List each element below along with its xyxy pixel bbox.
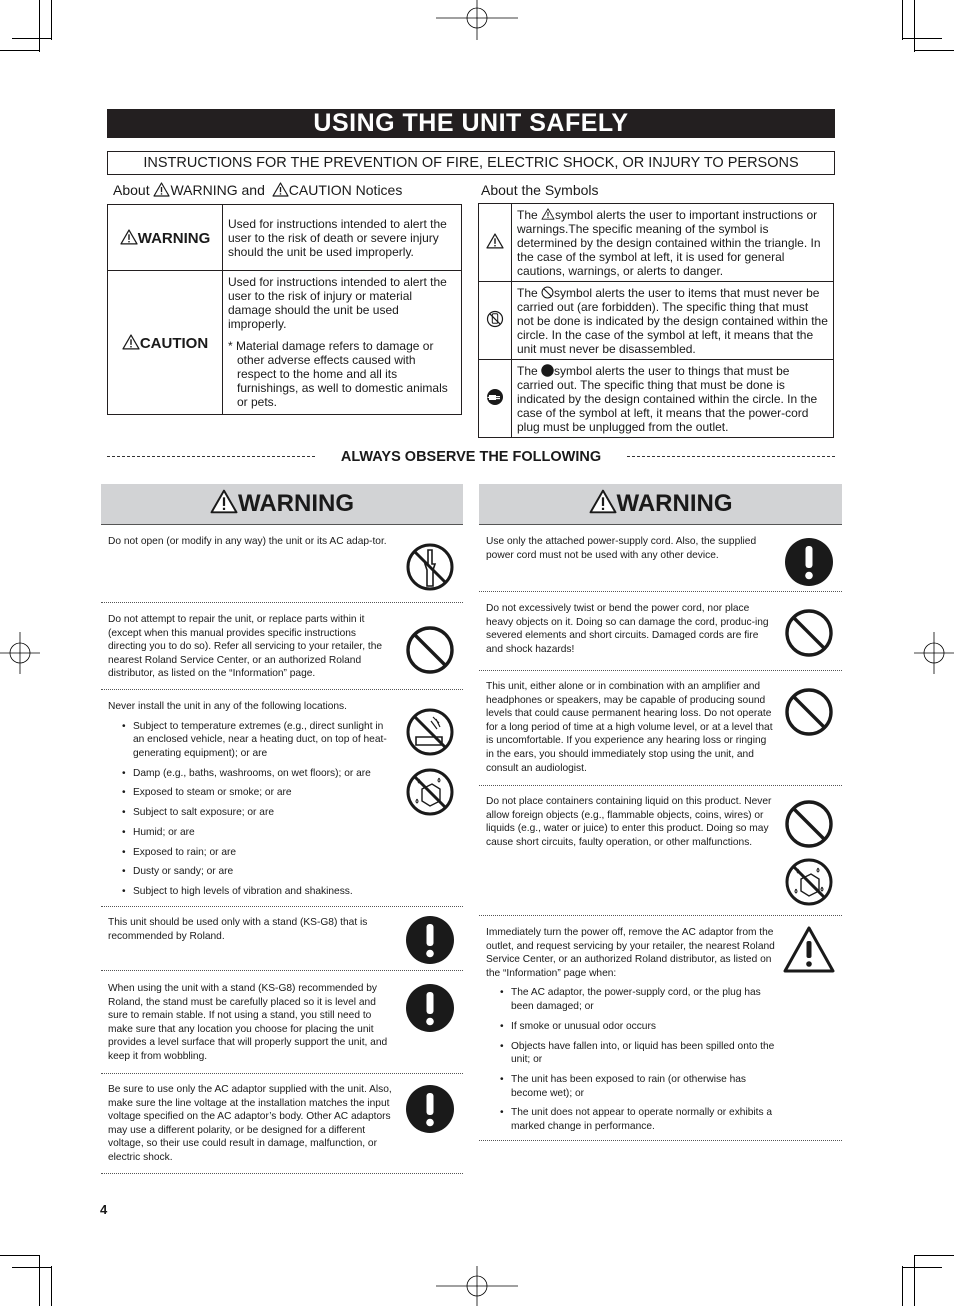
left-warning-header	[101, 484, 463, 525]
crop-mark	[902, 38, 942, 39]
right-warning-item-3	[486, 680, 774, 775]
symbol-text: symbol alerts the user to important instructions or warnings.The specific meaning of the symbol is determined by the design contained within the triangle. In the case of the symbol at left, it is used for general cautions, warnings, or alerts to danger.	[517, 207, 821, 278]
symbol-text: symbol alerts the user to things that must be carried out. The specific thing that must be done is indicated by the design contained within the circle. In the case of the symbol at left, it means that the power-cord plug must be unplugged from the outlet.	[517, 363, 818, 434]
symbol-text: symbol alerts the user to items that must never be carried out (are forbidden). The specific thing that must not be done is indicated by the design contained within the circle. In the case of the symbol at left, it means that the unit must never be disassembled.	[517, 285, 828, 356]
item-divider	[101, 970, 463, 971]
item-divider	[479, 591, 842, 592]
symbol-description	[512, 360, 834, 438]
warning-item-text: Do not open (or modify in any way) the unit or its AC adap-tor.	[108, 536, 387, 547]
mandatory-icon	[784, 537, 834, 587]
symbol-description	[512, 282, 834, 360]
warning-item-text: When using the unit with a stand (KS-G8) recommended by Roland, the stand must be carefully placed so it is level and sure to remain stable. If not using a stand, you still need to make sure that any location you choose for placing the unit provides a level surface that will properly support the unit, and keep it from wobbling.	[108, 983, 388, 1062]
symbol-text-prefix: The	[517, 207, 538, 222]
caution-note: * Material damage refers to damage or other adverse effects caused with respect to the home and all its furnishings, as well to domestic animals or pets.	[228, 339, 448, 409]
item-divider	[101, 602, 463, 603]
prohibition-circle-icon	[541, 286, 554, 299]
crop-mark	[39, 1255, 40, 1306]
always-observe-heading: ALWAYS OBSERVE THE FOLLOWING	[340, 449, 602, 465]
item-divider	[101, 906, 463, 907]
list-item: • Subject to high levels of vibration and shakiness.	[133, 885, 390, 899]
warning-label: WARNING	[137, 230, 211, 247]
warning-item-text: Never install the unit in any of the following locations.	[108, 701, 347, 712]
right-warning-header-label: WARNING	[616, 490, 733, 517]
notices-heading-warning: WARNING and	[170, 182, 265, 198]
crop-mark	[902, 1266, 903, 1306]
mandatory-icon	[405, 1084, 455, 1134]
list-item: • The unit has been exposed to rain (or otherwise has become wet); or	[511, 1073, 776, 1100]
notices-heading-about: About	[113, 182, 150, 198]
right-warning-item-4	[486, 795, 774, 849]
caution-description: Used for instructions intended to alert the user to the risk of injury or material damage should the unit be used improperly.	[228, 275, 447, 331]
crop-mark	[51, 1266, 52, 1306]
crop-mark	[0, 1255, 40, 1256]
list-item: • Subject to salt exposure; or are	[133, 806, 390, 820]
symbol-cell	[479, 204, 512, 282]
item-divider	[479, 915, 842, 916]
symbol-cell	[479, 360, 512, 438]
triangle-symbol-icon	[541, 208, 555, 220]
caution-description-cell	[223, 271, 462, 415]
list-item: • If smoke or unusual odor occurs	[511, 1020, 776, 1034]
warning-description: Used for instructions intended to alert the user to the risk of death or severe injury should the unit be used improperly.	[223, 205, 462, 271]
page-number: 4	[100, 1202, 108, 1217]
left-warning-item-4	[108, 916, 390, 943]
symbols-table	[478, 203, 834, 438]
warning-item-text: This unit, either alone or in combination with an amplifier and headphones or speakers, may be capable of producing sound levels that could cause permanent hearing loss. Do not operate for a long period of time at a high volume level, or at a level that is uncomfortable. If you experience any hearing loss or ringing in the ears, you should immediately stop using the unit, and consult an audiologist.	[486, 681, 773, 774]
left-warning-item-6	[108, 1083, 392, 1165]
warning-triangle-icon	[120, 229, 138, 245]
prohibition-icon	[405, 625, 455, 675]
item-divider	[479, 1140, 842, 1141]
registration-mark	[436, 1266, 518, 1306]
list-item: • Objects have fallen into, or liquid has been spilled onto the unit; or	[511, 1040, 776, 1067]
list-item: • Damp (e.g., baths, washrooms, on wet floors); or are	[133, 767, 390, 781]
item-divider	[479, 670, 842, 671]
left-warning-item-5	[108, 982, 392, 1064]
symbol-cell	[479, 282, 512, 360]
servicing-conditions-list	[486, 986, 776, 1133]
item-divider	[101, 689, 463, 690]
no-wet-unit-icon	[405, 767, 455, 817]
crop-mark	[39, 0, 40, 52]
warning-item-text: Do not attempt to repair the unit, or replace parts within it (except when this manual provides specific instructions directing you to do so). Refer all servicing to your retailer, the nearest Roland Service Center, or an authorized Roland distributor, as listed on the “Information” page.	[108, 614, 383, 680]
right-warning-item-1	[486, 535, 774, 562]
no-wet-unit-icon	[784, 857, 834, 907]
always-observe-banner	[107, 447, 835, 467]
page-title: USING THE UNIT SAFELY	[107, 109, 835, 138]
prohibition-icon	[784, 687, 834, 737]
symbol-text-prefix: The	[517, 363, 538, 378]
item-divider	[101, 1073, 463, 1074]
crop-mark	[914, 1255, 954, 1256]
registration-mark	[436, 0, 518, 40]
crop-mark	[12, 38, 52, 39]
warning-label-cell	[108, 205, 223, 271]
symbol-text-prefix: The	[517, 285, 538, 300]
left-warning-item-2	[108, 613, 390, 681]
warning-item-text: Do not excessively twist or bend the power cord, nor place heavy objects on it. Doing so can damage the cord, produc-ing severed elements and short circuits. Damaged cords are fire and shock hazards!	[486, 603, 769, 655]
list-item: • The AC adaptor, the power-supply cord, or the plug has been damaged; or	[511, 986, 776, 1013]
no-disassembly-icon	[405, 542, 455, 592]
location-list	[108, 720, 390, 899]
warning-item-text: Do not place containers containing liquid on this product. Never allow foreign objects (e.g., flammable objects, coins, wires) or liquids (e.g., water or juice) to enter this product. Doing so may cause short circuits, faulty operation, or other malfunctions.	[486, 796, 772, 848]
symbols-heading: About the Symbols	[481, 182, 599, 198]
warning-triangle-icon	[210, 489, 238, 514]
prohibition-icon	[784, 799, 834, 849]
item-divider	[101, 1173, 463, 1174]
notices-heading-caution: CAUTION Notices	[288, 182, 403, 198]
crop-mark	[902, 0, 903, 40]
crop-mark	[914, 0, 915, 52]
registration-mark	[914, 632, 954, 674]
warning-triangle-icon	[122, 334, 140, 350]
caution-label: CAUTION	[139, 335, 209, 352]
right-warning-item-5	[486, 926, 776, 1140]
crop-mark	[12, 1267, 52, 1268]
crop-mark	[914, 50, 954, 51]
crop-mark	[902, 1267, 942, 1268]
prohibition-icon	[784, 608, 834, 658]
mandatory-icon	[405, 915, 455, 965]
left-warning-item-3	[108, 700, 390, 905]
mandatory-icon	[405, 983, 455, 1033]
page-subtitle: INSTRUCTIONS FOR THE PREVENTION OF FIRE, ELECTRIC SHOCK, OR INJURY TO PERSONS	[107, 151, 835, 175]
warning-item-text: Use only the attached power-supply cord. Also, the supplied power cord must not be used with any other device.	[486, 536, 757, 561]
crop-mark	[51, 0, 52, 40]
warning-triangle-icon	[272, 182, 289, 197]
crop-mark	[914, 1255, 915, 1306]
list-item: • Dusty or sandy; or are	[133, 865, 390, 879]
list-item: • Exposed to steam or smoke; or are	[133, 786, 390, 800]
registration-mark	[0, 632, 40, 674]
caution-triangle-icon	[782, 925, 836, 975]
item-divider	[479, 785, 842, 786]
warning-item-text: Immediately turn the power off, remove the AC adaptor from the outlet, and request servicing by your retailer, the nearest Roland Service Center, or an authorized Roland distributor, as listed on the “Information” page when:	[486, 927, 775, 979]
no-disassembly-icon	[486, 310, 504, 328]
right-warning-item-2	[486, 602, 774, 656]
unplug-icon	[486, 388, 504, 406]
left-warning-header-label: WARNING	[238, 490, 354, 517]
warning-triangle-icon	[589, 489, 617, 514]
symbol-description	[512, 204, 834, 282]
general-warning-icon	[486, 233, 504, 249]
list-item: • Exposed to rain; or are	[133, 846, 390, 860]
warning-item-text: Be sure to use only the AC adaptor supplied with the unit. Also, make sure the line voltage at the installation matches the input voltage specified on the AC adaptor’s body. Other AC adaptors may use a different polarity, or be designed for a different voltage, so their use could result in damage, malfunction, or electric shock.	[108, 1084, 392, 1163]
list-item: • Humid; or are	[133, 826, 390, 840]
notices-heading	[113, 182, 402, 198]
caution-label-cell	[108, 271, 223, 415]
mandatory-circle-icon	[541, 364, 554, 377]
no-water-location-icon	[405, 707, 455, 757]
list-item: • The unit does not appear to operate normally or exhibits a marked change in performance.	[511, 1106, 776, 1133]
list-item: • Subject to temperature extremes (e.g., direct sunlight in an enclosed vehicle, near a heating duct, on top of heat-generating equipment); or are	[133, 720, 390, 761]
left-warning-item-1	[108, 535, 390, 549]
warning-item-text: This unit should be used only with a stand (KS-G8) that is recommended by Roland.	[108, 917, 368, 942]
warning-triangle-icon	[153, 182, 170, 197]
right-warning-header	[479, 484, 842, 525]
notices-table	[107, 204, 462, 415]
crop-mark	[0, 50, 40, 51]
